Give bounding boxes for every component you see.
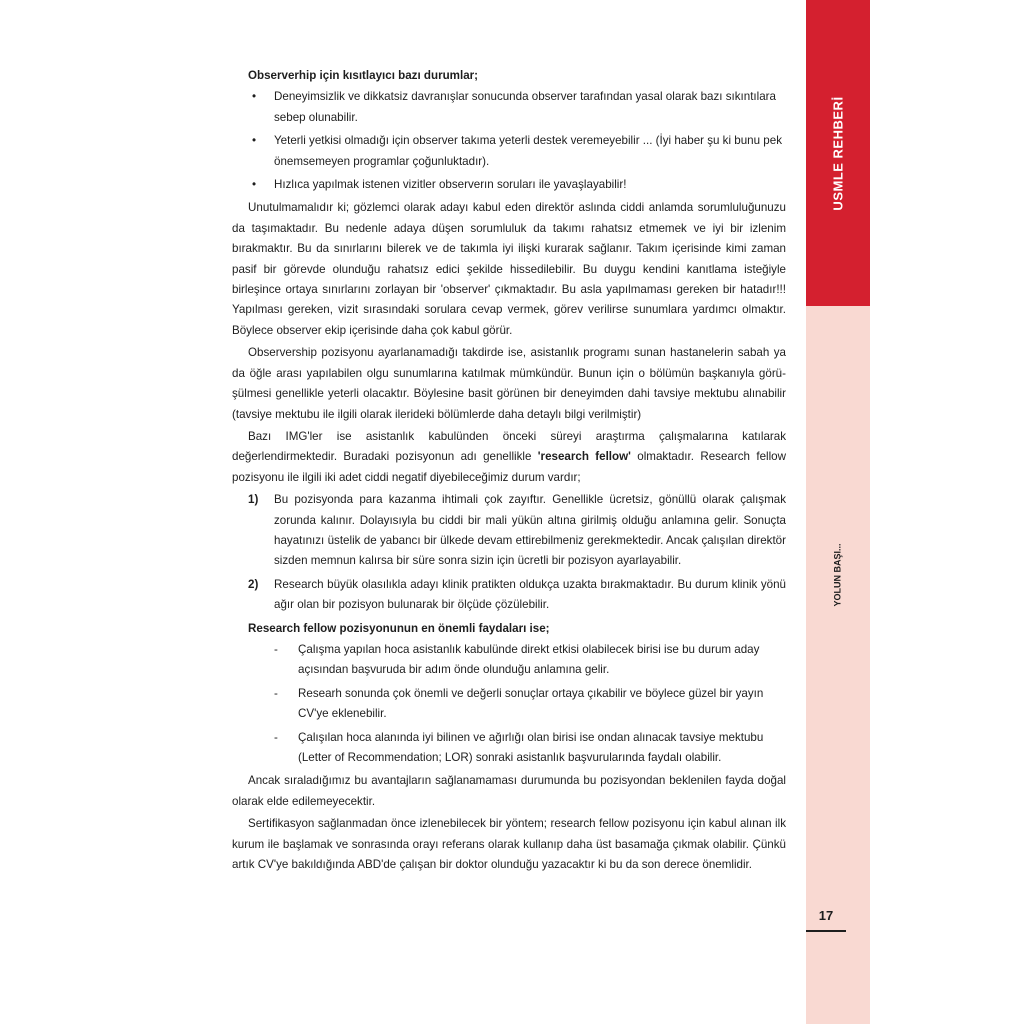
list-item <box>232 175 786 195</box>
list-item <box>232 131 786 172</box>
paragraph <box>232 427 786 488</box>
list-item <box>232 728 786 769</box>
paragraph: Ancak sıraladığımız bu avantajların sağlanamaması durumunda bu pozisyondan beklenilen fayda doğal olarak elde edilemeyecektir. <box>232 774 786 808</box>
paragraph: Unutulmamalıdır ki; gözlemci olarak adayı kabul eden direktör aslında ciddi anlamda sorumluluğunuzu da taşımaktadır. Bu nedenle adaya düşen sorumluluk da takımı rahatsız etmemek ve iyi bir izlenim bırakmaktır. Bu da sınırlarını bilerek ve de takımla iyi ilişki kurarak sağlanır. Takım içerisinde kimi zaman pasif bir görevde olunduğu rahatsız edici şekilde hissedilebilir. Bu duygu kendini kanıtlama isteğiyle birleşince ortaya sınırlarını zorlayan bir 'observer' çıkmaktadır. Bu asla yapılmaması gereken bir hatadır!!! Yapılması gereken, vizit sırasındaki sorulara cevap vermek, görev verilirse sunumlara yardımcı olmaktır. Böylece observer ekip içerisinde daha çok kabul görür. <box>232 201 786 337</box>
list-item-text: Bu pozisyonda para kazanma ihtimali çok zayıftır. Genellikle ücretsiz, gönüllü olarak çalışmak zorunda kalınır. Dolayısıyla bu ciddi bir mali yükün altına girilmiş olduğu anlamına gelir. Sonuçta hayatınızı üstelik de yabancı bir ülkede devam ettirebilmeniz gerekmektedir. Ancak çalışılan direktör sizden memnun kalırsa bir süre sonra sizin için ücretli bir pozisyon ayarlayabilir. <box>274 493 786 568</box>
number-marker: 1) <box>248 493 259 507</box>
bold-term: 'research fellow' <box>537 450 631 464</box>
list-item <box>232 640 786 681</box>
sidebar-subtitle: YOLUN BAŞI... <box>832 543 843 607</box>
bullet-list <box>232 87 786 195</box>
paragraph-text: Bazı IMG'ler ise asistanlık kabulünden önceki süreyi araştırma çalışmalarına katılarak değerlendirmektedir. Buradaki pozisyonun adı genellikle <box>232 429 786 464</box>
paragraph: Observership pozisyonu ayarlanamadığı takdirde ise, asistanlık programı sunan hastanelerin sabah ya da öğle arası yapılabilen olgu sunumlarına katılmak mümkündür. Bunun için o bölümün başkanıyla görü- şülmesi genellikle yeterli olacaktır. Böylesine basit görünen bir deneyimden dahi tavsiye mektubu alınabilir (tavsiye mektubu ile ilgili olarak ilerideki bölümlerde daha detaylı bilgi verilmiştir) <box>232 346 786 421</box>
list-item-text: Deneyimsizlik ve dikkatsiz davranışlar sonucunda observer tarafından yasal olarak bazı sıkıntılara sebep olunabilir. <box>274 90 776 124</box>
list-item <box>232 575 786 616</box>
list-item-text: Researh sonunda çok önemli ve değerli sonuçlar ortaya çıkabilir ve böylece güzel bir yayın CV'ye eklenebilir. <box>298 686 764 721</box>
section-heading: Research fellow pozisyonunun en önemli faydaları ise; <box>248 621 550 635</box>
list-item-text: Hızlıca yapılmak istenen vizitler observerın soruları ile yavaşlayabilir! <box>274 178 627 192</box>
number-marker: 2) <box>248 577 259 591</box>
list-item-text: Çalışma yapılan hoca asistanlık kabulünde direkt etkisi olabilecek birisi ise bu durum aday açısından başvuruda bir adım önde olunduğu anlamına gelir. <box>298 642 760 677</box>
page-number-rule <box>806 930 846 932</box>
list-item <box>232 87 786 128</box>
page-body <box>232 66 786 877</box>
list-item <box>232 684 786 725</box>
section-heading: Observerhip için kısıtlayıcı bazı durumlar; <box>248 69 479 82</box>
paragraph-text: olmaktadır. Research fellow pozisyonu ile ilgili iki adet ciddi negatif diyebileceğimiz durum vardır; <box>232 450 786 484</box>
dash-marker: - <box>274 686 278 700</box>
page-number: 17 <box>818 908 834 923</box>
list-item-text: Yeterli yetkisi olmadığı için observer takıma yeterli destek veremeyebilir ... (İyi haber şu ki bunu pek önemsemeyen programlar çoğunluktadır). <box>274 134 782 168</box>
dash-list <box>232 640 786 768</box>
bullet-marker: • <box>252 90 257 104</box>
list-item-text: Research büyük olasılıkla adayı klinik pratikten oldukça uzakta bırakmaktadır. Bu durum klinik yönü ağır olan bir pozisyon bulunarak bir ölçüde çözülebilir. <box>274 577 786 612</box>
bullet-marker: • <box>252 134 257 148</box>
list-item-text: Çalışılan hoca alanında iyi bilinen ve ağırlığı olan birisi ise ondan alınacak tavsiye mektubu (Letter of Recommendation; LOR) sonraki asistanlık başvurularında faydalı olabilir. <box>298 730 764 764</box>
bullet-marker: • <box>252 178 257 192</box>
dash-marker: - <box>274 642 278 656</box>
sidebar-title: USMLE REHBERİ <box>830 95 846 211</box>
paragraph: Sertifikasyon sağlanmadan önce izlenebilecek bir yöntem; research fellow pozisyonu için kabul alınan ilk kurum ile başlamak ve sonrasında orayı referans olarak kullanıp daha üst basamağa çıkmak olabilir. Çünkü artık CV'ye bakıldığında ABD'de çalışan bir doktor olunduğu yazacaktır ki bu da son derece önemlidir. <box>232 817 786 872</box>
list-item <box>232 490 786 572</box>
dash-marker: - <box>274 730 278 744</box>
numbered-list <box>232 490 786 615</box>
